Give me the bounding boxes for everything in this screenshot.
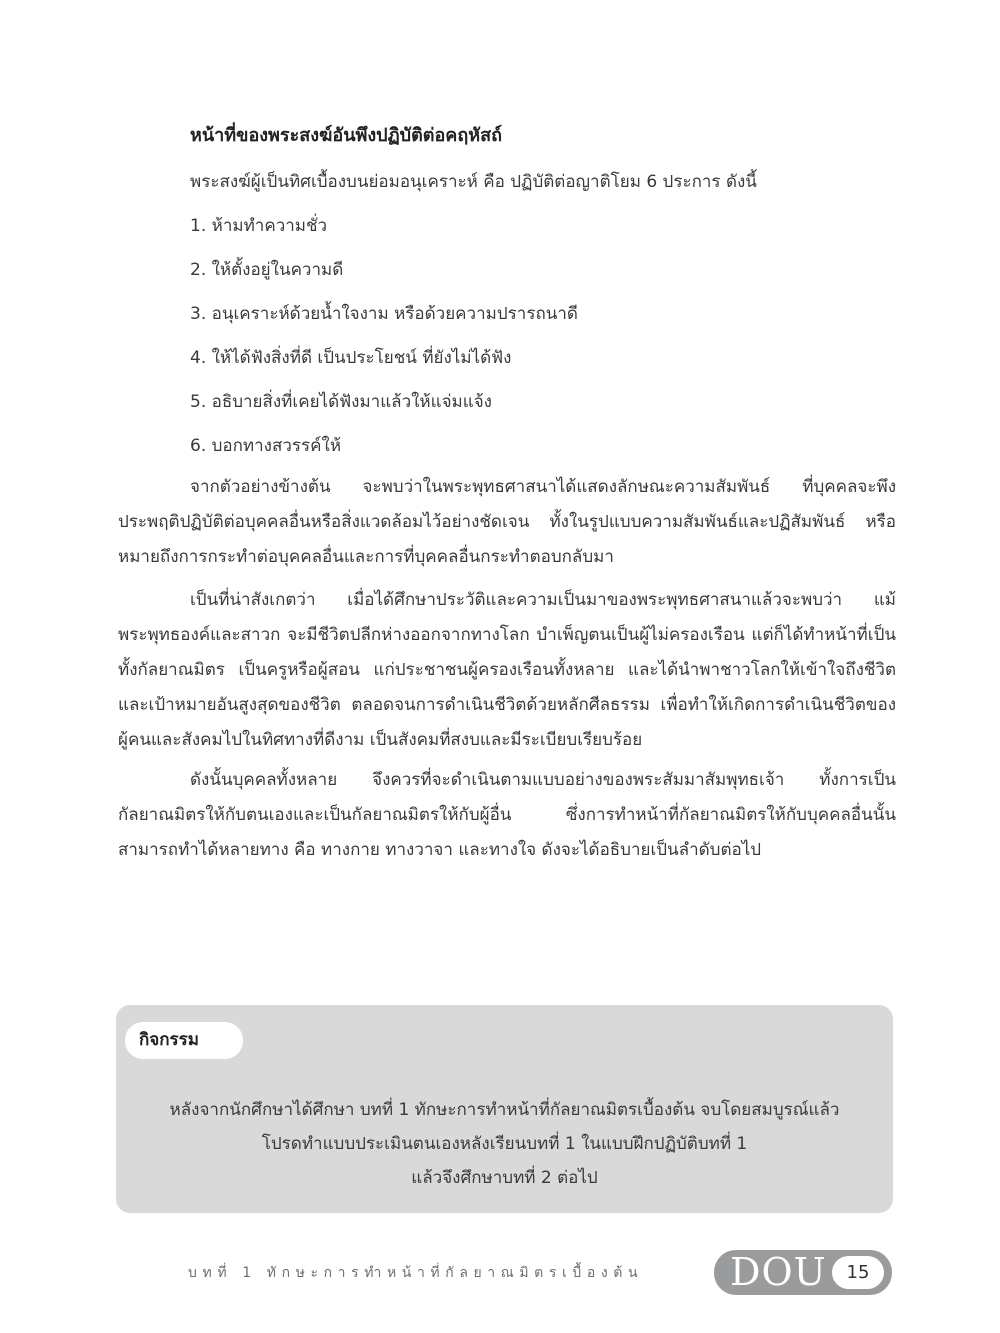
paragraph: เป็นที่น่าสังเกตว่า เมื่อได้ศึกษาประวัติและความเป็นมาของพระพุทธศาสนาแล้วจะพบว่า แม้พระพุทธองค์และสาวก จะมีชีวิตปลีกห่างออกจากทางโลก บำเพ็ญตนเป็นผู้ไม่ครองเรือน แต่ก็ได้ทำหน้าที่เป็นทั้งกัลยาณมิตร เป็นครูหรือผู้สอน แก่ประชาชนผู้ครองเรือนทั้งหลาย และได้นำพาชาวโลกให้เข้าใจถึงชีวิตและเป้าหมายอันสูงสุดของชีวิต ตลอดจนการดำเนินชีวิตด้วยหลักศีลธรรม เพื่อทำให้เกิดการดำเนินชีวิตของผู้คนและสังคมไปในทิศทางที่ดีงาม เป็นสังคมที่สงบและมีระเบียบเรียบร้อย — [118, 590, 896, 750]
section-heading: หน้าที่ของพระสงฆ์อันพึงปฏิบัติต่อคฤหัสถ์ — [190, 125, 502, 146]
activity-box — [116, 1005, 893, 1213]
paragraph: ดังนั้นบุคคลทั้งหลาย จึงควรที่จะดำเนินตามแบบอย่างของพระสัมมาสัมพุทธเจ้า ทั้งการเป็นกัลยาณมิตรให้กับตนเองและเป็นกัลยาณมิตรให้กับผู้อื่น ซึ่งการทำหน้าที่กัลยาณมิตรให้กับบุคคลอื่นนั้นสามารถทำได้หลายทาง คือ ทางกาย ทางวาจา และทางใจ ดังจะได้อธิบายเป็นลำดับต่อไป — [118, 770, 896, 860]
list-item: 1. ห้ามทำความชั่ว — [190, 216, 328, 236]
list-item: 2. ให้ตั้งอยู่ในความดี — [190, 260, 344, 280]
intro-line: พระสงฆ์ผู้เป็นทิศเบื้องบนย่อมอนุเคราะห์ คือ ปฏิบัติต่อญาติโยม 6 ประการ ดังนี้ — [190, 172, 757, 192]
activity-label: กิจกรรม — [125, 1022, 243, 1059]
activity-line: หลังจากนักศึกษาได้ศึกษา บทที่ 1 ทักษะการทำหน้าที่กัลยาณมิตรเบื้องต้น จบโดยสมบูรณ์แล้ว — [169, 1100, 840, 1120]
paragraph: จากตัวอย่างข้างต้น จะพบว่าในพระพุทธศาสนาได้แสดงลักษณะความสัมพันธ์ ที่บุคคลจะพึงประพฤติปฏิบัติต่อบุคคลอื่นหรือสิ่งแวดล้อมไว้อย่างชัดเจน ทั้งในรูปแบบความสัมพันธ์และปฏิสัมพันธ์ หรือหมายถึงการกระทำต่อบุคคลอื่นและการที่บุคคลอื่นกระทำตอบกลับมา — [118, 477, 896, 567]
list-item: 3. อนุเคราะห์ด้วยน้ำใจงาม หรือด้วยความปรารถนาดี — [190, 304, 578, 324]
activity-line: แล้วจึงศึกษาบทที่ 2 ต่อไป — [411, 1168, 598, 1188]
list-item: 5. อธิบายสิ่งที่เคยได้ฟังมาแล้วให้แจ่มแจ้ง — [190, 392, 492, 412]
footer-badge — [714, 1250, 892, 1295]
dou-logo: DOU — [730, 1250, 827, 1294]
footer-chapter-title: บทที่ 1 ทักษะการทำหน้าที่กัลยาณมิตรเบื้องต้น — [188, 1265, 644, 1281]
activity-text — [116, 1093, 893, 1195]
list-item: 4. ให้ได้ฟังสิ่งที่ดี เป็นประโยชน์ ที่ยังไม่ได้ฟัง — [190, 348, 512, 368]
activity-line: โปรดทำแบบประเมินตนเองหลังเรียนบทที่ 1 ในแบบฝึกปฏิบัติบทที่ 1 — [261, 1134, 748, 1154]
list-item: 6. บอกทางสวรรค์ให้ — [190, 436, 342, 456]
page-number: 15 — [832, 1256, 884, 1289]
